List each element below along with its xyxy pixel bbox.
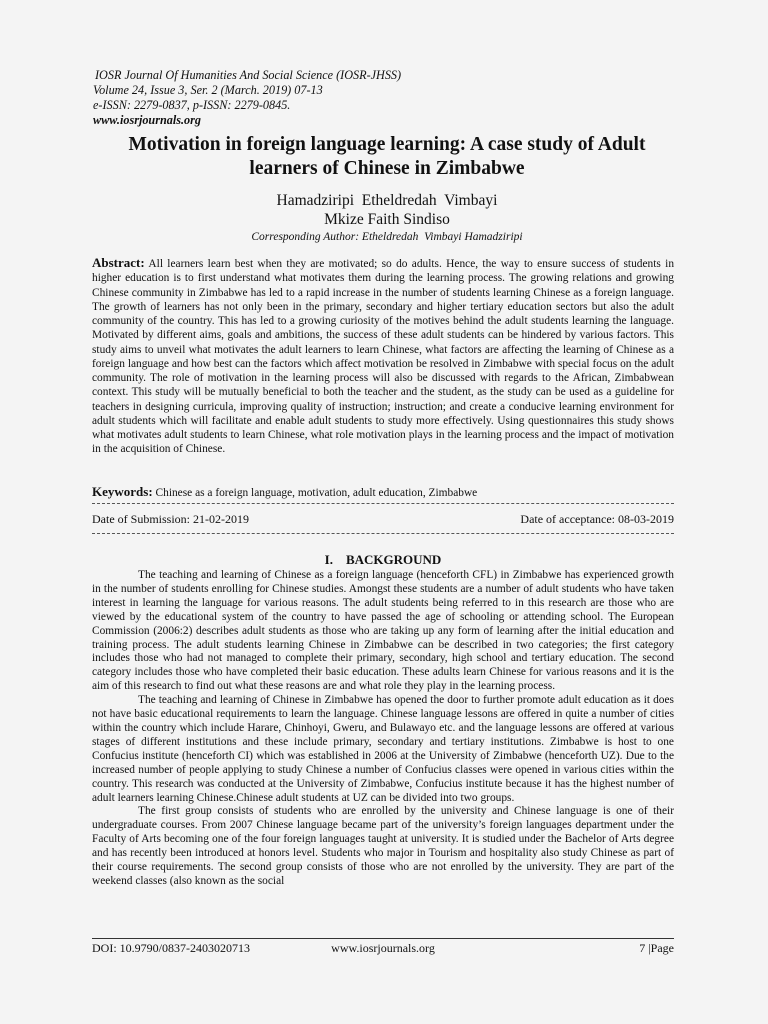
keywords-text: Chinese as a foreign language, motivation, adult education, Zimbabwe bbox=[155, 487, 478, 499]
dashed-divider bbox=[92, 503, 674, 504]
journal-volume: Volume 24, Issue 3, Ser. 2 (March. 2019) 07-13 bbox=[93, 83, 323, 97]
abstract bbox=[92, 256, 674, 457]
section-heading: I. BACKGROUND bbox=[324, 552, 442, 567]
abstract-label: Abstract: bbox=[92, 255, 145, 270]
paragraph: The teaching and learning of Chinese in Zimbabwe has opened the door to further promote adult education as it does not have basic educational requirements to learn the language. Chinese language lessons are offered in quite a number of cities within the country which include Harare, Chinhoyi, Gweru, and Bulawayo etc. and the language lessons are offered at various stages of different institutions and these include primary, secondary and tertiary institutions. Zimbabwe is host to one Confucius institute (henceforth CI) which was established in 2006 at the University of Zimbabwe (henceforth UZ). Due to the increased number of people applying to study Chinese a number of Confucius classes were opened in various cities within the country. This research was conducted at the University of Zimbabwe, Confucius institute because it has the highest number of adult learners learning Chinese.Chinese adult students at UZ can be divided into two groups. bbox=[92, 694, 674, 804]
paragraph: The first group consists of students who are enrolled by the university and Chinese language is one of their undergraduate courses. From 2007 Chinese language became part of the university’s foreign languages department under the Faculty of Arts becoming one of the four foreign languages taught at university. It is studied under the Bachelor of Arts degree and has recently been introduced at honors level. Students who major in Tourism and hospitality also study Chinese as part of their course requirements. The second group consists of those who are not enrolled by the university. They are part of the weekend classes (also known as the social bbox=[92, 805, 674, 887]
submission-date: Date of Submission: 21-02-2019 bbox=[92, 512, 249, 526]
dashed-divider bbox=[92, 533, 674, 534]
doi: DOI: 10.9790/0837-2403020713 bbox=[92, 941, 250, 955]
corresponding-author: Corresponding Author: Etheldredah Vimbayi Hamadziripi bbox=[251, 231, 523, 243]
keywords bbox=[92, 484, 674, 501]
paragraph: The teaching and learning of Chinese as a foreign language (henceforth CFL) in Zimbabwe has experienced growth in the number of students enrolling for Chinese studies. Amongst these students are a number of adult students who have taken interest in learning the language for various reasons. The adult students being referred to in this research are those who are viewed by the educational system of the country to have passed the age of schooling or attending school. The European Commission (2006:2) describes adult students as those who are taking up any form of learning after the initial education and training process. The adult students learning Chinese in Zimbabwe can be described in two categories; the first category includes those who had not managed to complete their primary, secondary, high school and tertiary education. The second category includes those who have completed their basic education. These adults learn Chinese for various reasons and it is the aim of this research to find out what these reasons are and what role they play in the learning process. bbox=[92, 569, 674, 693]
author-name: Hamadziripi Etheldredah Vimbayi bbox=[276, 192, 498, 209]
journal-name: IOSR Journal Of Humanities And Social Science (IOSR-JHSS) bbox=[95, 68, 402, 82]
journal-website[interactable]: www.iosrjournals.org bbox=[93, 113, 201, 127]
page-number: 7 |Page bbox=[639, 941, 674, 955]
keywords-label: Keywords: bbox=[92, 484, 153, 499]
author-block bbox=[92, 191, 682, 229]
dates-row bbox=[92, 512, 674, 527]
footer-website[interactable]: www.iosrjournals.org bbox=[331, 941, 435, 955]
abstract-text: All learners learn best when they are motivated; so do adults. Hence, the way to ensure success of students in higher education is to first understand what motivates them during the learning process. The growing relations and growing Chinese community in Zimbabwe has led to a rapid increase in the number of students learning Chinese as a foreign language. The growth of learners has not only been in the primary, secondary and higher tertiary education sectors but also the adult community of the country. This has led to a growing curiosity of the motives behind the adult students learning the language. Motivated by different aims, goals and ambitions, the success of these adult students can be hindered by various factors. This study aims to unveil what motivates the adult learners to learn Chinese, what factors are affecting the learning of Chinese as a foreign language and how best can the factors which affect motivation be resolved in Zimbabwe with special focus on the adult community. The role of motivation in the learning process will also be discussed with regards to the African, Zimbabwean context. This study will be mutually beneficial to both the teacher and the student, as the study can be used as a guideline for teachers in designing curricula, improving quality of instruction; instruction; and create a conducive learning environment for adult students which will facilitate and enable adult students to study more effectively. Using questionnaires this study shows what motivates adult students to learn Chinese, what role motivation plays in the learning process and the impact of motivation in the acquisition of Chinese. bbox=[92, 258, 675, 456]
journal-issn: e-ISSN: 2279-0837, p-ISSN: 2279-0845. bbox=[93, 98, 291, 112]
paper-title: Motivation in foreign language learning: A case study of Adult learners of Chinese in Zimbabwe bbox=[128, 134, 646, 179]
page-footer bbox=[92, 938, 674, 956]
journal-header bbox=[93, 68, 693, 128]
body-text bbox=[92, 569, 674, 889]
author-name: Mkize Faith Sindiso bbox=[324, 211, 450, 228]
acceptance-date: Date of acceptance: 08-03-2019 bbox=[520, 512, 674, 526]
